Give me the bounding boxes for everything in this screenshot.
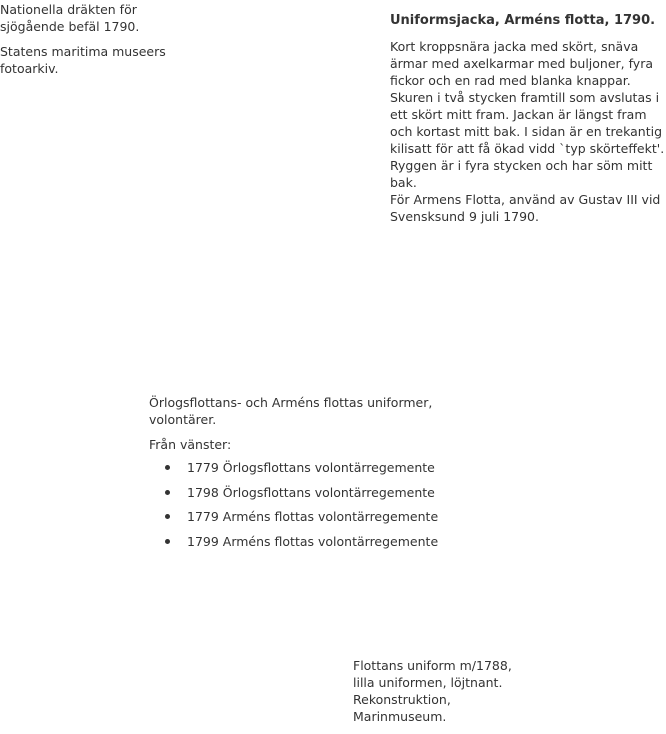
caption-description: Kort kroppsnära jacka med skört, snäva ärmar med axelkarmar med buljoner, fyra fickor och en rad med blanka knappar. Skuren i två stycken framtill som avslutas i ett skört mitt fram. Jackan är längst fram och kortast mitt bak. I sidan är en trekantig kilisatt för att få ökad vidd `typ skörteffekt'. Ryggen är i fyra stycken och har söm mitt bak. xyxy=(390,39,665,190)
list-item: 1779 Arméns flottas volontärregemente xyxy=(149,508,449,533)
caption-line: Marinmuseum. xyxy=(353,709,447,724)
caption-heading: Uniformsjacka, Arméns flotta, 1790. xyxy=(390,13,656,28)
caption-usage: För Armens Flotta, använd av Gustav III vid Svensksund 9 juli 1790. xyxy=(390,192,661,224)
caption-national-dress xyxy=(0,1,175,77)
list-item: 1799 Arméns flottas volontärregemente xyxy=(149,533,449,558)
list-item: 1779 Örlogsflottans volontärregemente xyxy=(149,459,449,484)
caption-title: Örlogsflottans- och Arméns flottas uniformer, volontärer. xyxy=(149,395,433,427)
caption-line: lilla uniformen, löjtnant. xyxy=(353,675,503,690)
caption-navy-uniform xyxy=(353,657,553,725)
caption-line: Rekonstruktion, xyxy=(353,692,451,707)
caption-volunteer-uniforms xyxy=(149,394,449,557)
caption-intro: Från vänster: xyxy=(149,437,232,452)
caption-text: Nationella dräkten för sjögående befäl 1790. xyxy=(0,2,140,34)
photo-credit: Statens maritima museers fotoarkiv. xyxy=(0,44,166,76)
caption-uniform-jacket xyxy=(390,12,666,225)
uniform-list xyxy=(149,459,449,557)
list-item: 1798 Örlogsflottans volontärregemente xyxy=(149,484,449,509)
caption-line: Flottans uniform m/1788, xyxy=(353,658,512,673)
